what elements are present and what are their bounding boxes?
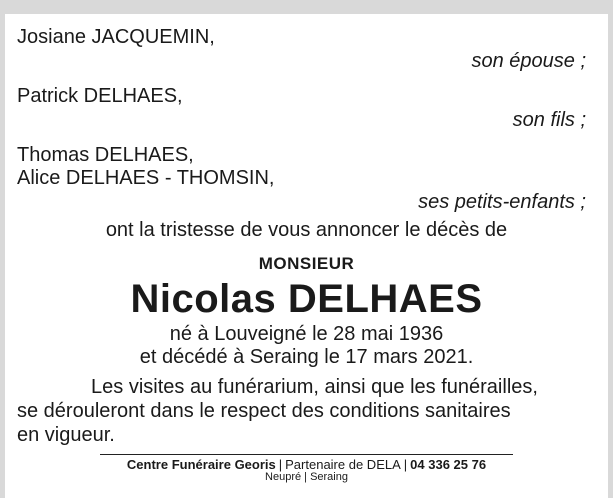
ceremony-text-line: Les visites au funérarium, ainsi que les funérailles, xyxy=(91,376,538,398)
grandchild-name: Thomas DELHAES, xyxy=(17,144,194,166)
funeral-home-name: Centre Funéraire Georis xyxy=(126,457,276,472)
ceremony-text-line: en vigueur. xyxy=(17,424,115,446)
announcement-text: ont la tristesse de vous annoncer le décès de xyxy=(105,219,508,241)
grandchild-name: Alice DELHAES - THOMSIN, xyxy=(17,167,275,189)
son-name: Patrick DELHAES, xyxy=(17,85,183,107)
death-details: et décédé à Seraing le 17 mars 2021. xyxy=(139,346,474,368)
partner-text: Partenaire de DELA xyxy=(285,457,401,472)
obituary-notice xyxy=(5,14,608,498)
son-relation: son fils ; xyxy=(512,109,586,131)
spouse-name: Josiane JACQUEMIN, xyxy=(17,26,215,48)
honorific-title: MONSIEUR xyxy=(258,254,355,273)
footer-separator: | xyxy=(278,457,283,472)
funeral-home-info xyxy=(5,457,608,472)
deceased-name: Nicolas DELHAES xyxy=(130,277,483,321)
birth-details: né à Louveigné le 28 mai 1936 xyxy=(169,323,444,345)
ceremony-text-line: se dérouleront dans le respect des conditions sanitaires xyxy=(17,400,511,422)
spouse-relation: son épouse ; xyxy=(471,50,586,72)
footer-separator: | xyxy=(403,457,408,472)
phone-number: 04 336 25 76 xyxy=(410,457,487,472)
grandchildren-relation: ses petits-enfants ; xyxy=(418,191,586,213)
funeral-home-locations: Neupré | Seraing xyxy=(265,471,348,483)
footer-divider xyxy=(100,454,513,455)
